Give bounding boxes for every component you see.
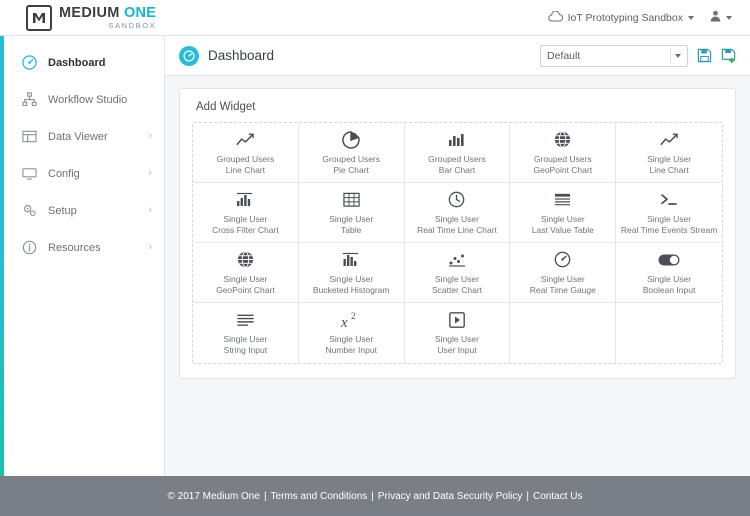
sandbox-selector-label: IoT Prototyping Sandbox — [567, 11, 683, 24]
toggle-icon — [658, 250, 680, 270]
widget-label-line2: Bar Chart — [438, 164, 476, 175]
widget-label-line2: Table — [341, 224, 362, 235]
footer — [0, 476, 750, 516]
gears-icon — [22, 203, 42, 218]
sidebar-item-data-viewer[interactable] — [0, 118, 164, 155]
widget-single-user-number-input[interactable] — [299, 303, 405, 363]
medium-one-logo-icon — [26, 5, 52, 31]
widget-grouped-users-pie-chart[interactable] — [299, 123, 405, 183]
chevron-right-icon: › — [148, 241, 152, 253]
scatter-icon — [448, 250, 466, 270]
footer-separator: | — [526, 490, 529, 502]
footer-link-contact[interactable]: Contact Us — [533, 490, 583, 502]
dashboard-select-value: Default — [547, 49, 581, 62]
histogram-icon — [342, 250, 360, 270]
widget-label-line2: Line Chart — [225, 164, 265, 175]
top-bar-right — [548, 10, 750, 25]
clock-icon — [448, 190, 465, 210]
widget-single-user-real-time-events-stream[interactable] — [616, 183, 722, 243]
table-icon — [22, 129, 42, 144]
sidebar-item-label: Data Viewer — [48, 130, 108, 143]
widget-grid — [193, 123, 722, 363]
widget-label-line2: GeoPoint Chart — [533, 164, 593, 175]
line-chart-icon — [660, 130, 679, 150]
brand-subtitle: SANDBOX — [108, 21, 157, 30]
widget-label-line2: Line Chart — [649, 164, 689, 175]
footer-separator: | — [371, 490, 374, 502]
cloud-icon — [548, 11, 563, 25]
widget-label-line2: Real Time Gauge — [529, 284, 596, 295]
page-header — [165, 36, 750, 76]
widget-single-user-cross-filter-chart[interactable] — [193, 183, 299, 243]
widget-label-line1: Single User — [329, 334, 374, 344]
page-header-actions — [540, 45, 736, 67]
widget-label-line1: Single User — [540, 273, 585, 284]
table-grid-icon — [343, 190, 360, 210]
widget-label-line1: Grouped Users — [533, 153, 592, 164]
widget-grouped-users-bar-chart[interactable] — [405, 123, 511, 183]
play-icon — [449, 310, 465, 330]
widget-label-line1: Single User — [647, 273, 692, 284]
brand-text — [59, 6, 156, 30]
chevron-right-icon: › — [148, 204, 152, 216]
widget-label-line2: Number Input — [325, 345, 377, 355]
widget-label-line2: Last Value Table — [531, 224, 594, 235]
gauge-icon — [554, 250, 571, 270]
sidebar-item-resources[interactable] — [0, 229, 164, 266]
sandbox-selector[interactable] — [548, 11, 694, 25]
sidebar-item-config[interactable] — [0, 155, 164, 192]
chevron-down-icon — [726, 16, 732, 20]
content-area — [165, 76, 750, 476]
widget-label-line1: Single User — [435, 273, 479, 284]
sidebar-item-label: Resources — [48, 241, 101, 254]
lines-icon — [237, 310, 254, 330]
x-squared-icon — [340, 310, 362, 330]
sidebar-item-dashboard[interactable] — [0, 44, 164, 81]
sidebar-item-workflow-studio[interactable] — [0, 81, 164, 118]
footer-separator: | — [263, 490, 267, 502]
save-button[interactable] — [696, 48, 712, 64]
panel-title: Add Widget — [196, 101, 256, 113]
sidebar-item-label: Workflow Studio — [48, 93, 128, 106]
widget-grouped-users-line-chart[interactable] — [193, 123, 299, 183]
widget-label-line1: Single User — [540, 213, 585, 224]
user-menu[interactable] — [710, 10, 732, 25]
widget-label-line1: Single User — [223, 213, 268, 224]
widget-label-line1: Grouped Users — [216, 153, 275, 164]
widget-label-line2: Cross Filter Chart — [212, 224, 279, 235]
chevron-right-icon: › — [148, 167, 152, 179]
widget-single-user-real-time-gauge[interactable] — [510, 243, 616, 303]
widget-cell-empty — [616, 303, 722, 363]
widget-label-line2: GeoPoint Chart — [216, 284, 275, 295]
chevron-down-icon — [675, 54, 681, 58]
bar-chart-icon — [448, 130, 466, 150]
sidebar-item-label: Setup — [48, 204, 77, 217]
widget-single-user-last-value-table[interactable] — [510, 183, 616, 243]
widget-label-line2: Real Time Events Stream — [620, 224, 718, 235]
widget-label-line1: Single User — [329, 273, 374, 284]
widget-label-line2: Pie Chart — [333, 164, 369, 175]
brand-title-medium: MEDIUM — [59, 4, 124, 21]
widget-label-line1: Single User — [647, 153, 692, 164]
footer-link-privacy[interactable]: Privacy and Data Security Policy — [377, 490, 523, 502]
sidebar-item-label: Dashboard — [48, 56, 106, 69]
widget-cell-empty — [510, 303, 616, 363]
brand-title — [59, 6, 156, 21]
sidebar — [0, 36, 165, 476]
dashboard-select[interactable] — [540, 45, 688, 67]
widget-label-line2: Scatter Chart — [431, 284, 483, 295]
terminal-icon — [660, 190, 678, 210]
widget-single-user-bucketed-histogram[interactable] — [299, 243, 405, 303]
add-widget-panel — [179, 88, 736, 379]
select-divider — [670, 48, 671, 64]
line-chart-icon — [236, 130, 255, 150]
monitor-icon — [22, 166, 42, 181]
widget-grid-border — [192, 122, 723, 364]
widget-label-line1: Single User — [223, 273, 268, 284]
widget-grouped-users-geopoint-chart[interactable] — [510, 123, 616, 183]
widget-label-line2: User Input — [437, 345, 477, 355]
widget-label-line1: Grouped Users — [322, 153, 381, 164]
widget-single-user-boolean-input[interactable] — [616, 243, 722, 303]
footer-copyright: © 2017 Medium One — [167, 490, 260, 502]
main-content — [165, 36, 750, 476]
widget-single-user-scatter-chart[interactable] — [405, 243, 511, 303]
cross-filter-icon — [236, 190, 254, 210]
widget-label-line2: Bucketed Histogram — [312, 284, 390, 295]
sidebar-item-setup[interactable] — [0, 192, 164, 229]
footer-link-terms[interactable]: Terms and Conditions — [270, 490, 368, 502]
body-container — [0, 36, 750, 476]
list-icon — [554, 190, 571, 210]
widget-label-line2: Real Time Line Chart — [417, 224, 497, 235]
widget-single-user-user-input[interactable] — [405, 303, 511, 363]
dashboard-icon — [22, 55, 42, 70]
widget-single-user-real-time-line-chart[interactable] — [405, 183, 511, 243]
widget-label-line1: Single User — [223, 334, 268, 344]
widget-single-user-string-input[interactable] — [193, 303, 299, 363]
brand-title-one: ONE — [123, 4, 157, 21]
svg-text:2: 2 — [351, 311, 356, 321]
top-bar — [0, 0, 750, 36]
globe-icon — [237, 250, 254, 270]
brand-logo-area[interactable] — [0, 0, 165, 35]
widget-label-line1: Single User — [435, 213, 479, 224]
widget-label-line2: String Input — [223, 345, 268, 355]
widget-label-line1: Single User — [329, 213, 374, 224]
svg-text:x: x — [341, 314, 348, 329]
sidebar-item-label: Config — [48, 167, 80, 180]
widget-single-user-line-chart[interactable] — [616, 123, 722, 183]
chevron-right-icon: › — [148, 130, 152, 142]
widget-label-line1: Grouped Users — [428, 153, 486, 164]
pie-chart-icon — [342, 130, 360, 150]
globe-icon — [554, 130, 571, 150]
info-icon — [22, 240, 42, 255]
dashboard-circle-icon — [179, 46, 199, 66]
widget-label-line2: Boolean Input — [642, 284, 696, 295]
save-as-button[interactable] — [720, 48, 736, 64]
widget-label-line1: Single User — [435, 334, 479, 344]
widget-single-user-geopoint-chart[interactable] — [193, 243, 299, 303]
workflow-icon — [22, 92, 42, 107]
user-icon — [710, 10, 721, 25]
widget-label-line1: Single User — [647, 213, 692, 224]
chevron-down-icon — [688, 16, 694, 20]
page-title: Dashboard — [208, 48, 275, 63]
widget-single-user-table[interactable] — [299, 183, 405, 243]
